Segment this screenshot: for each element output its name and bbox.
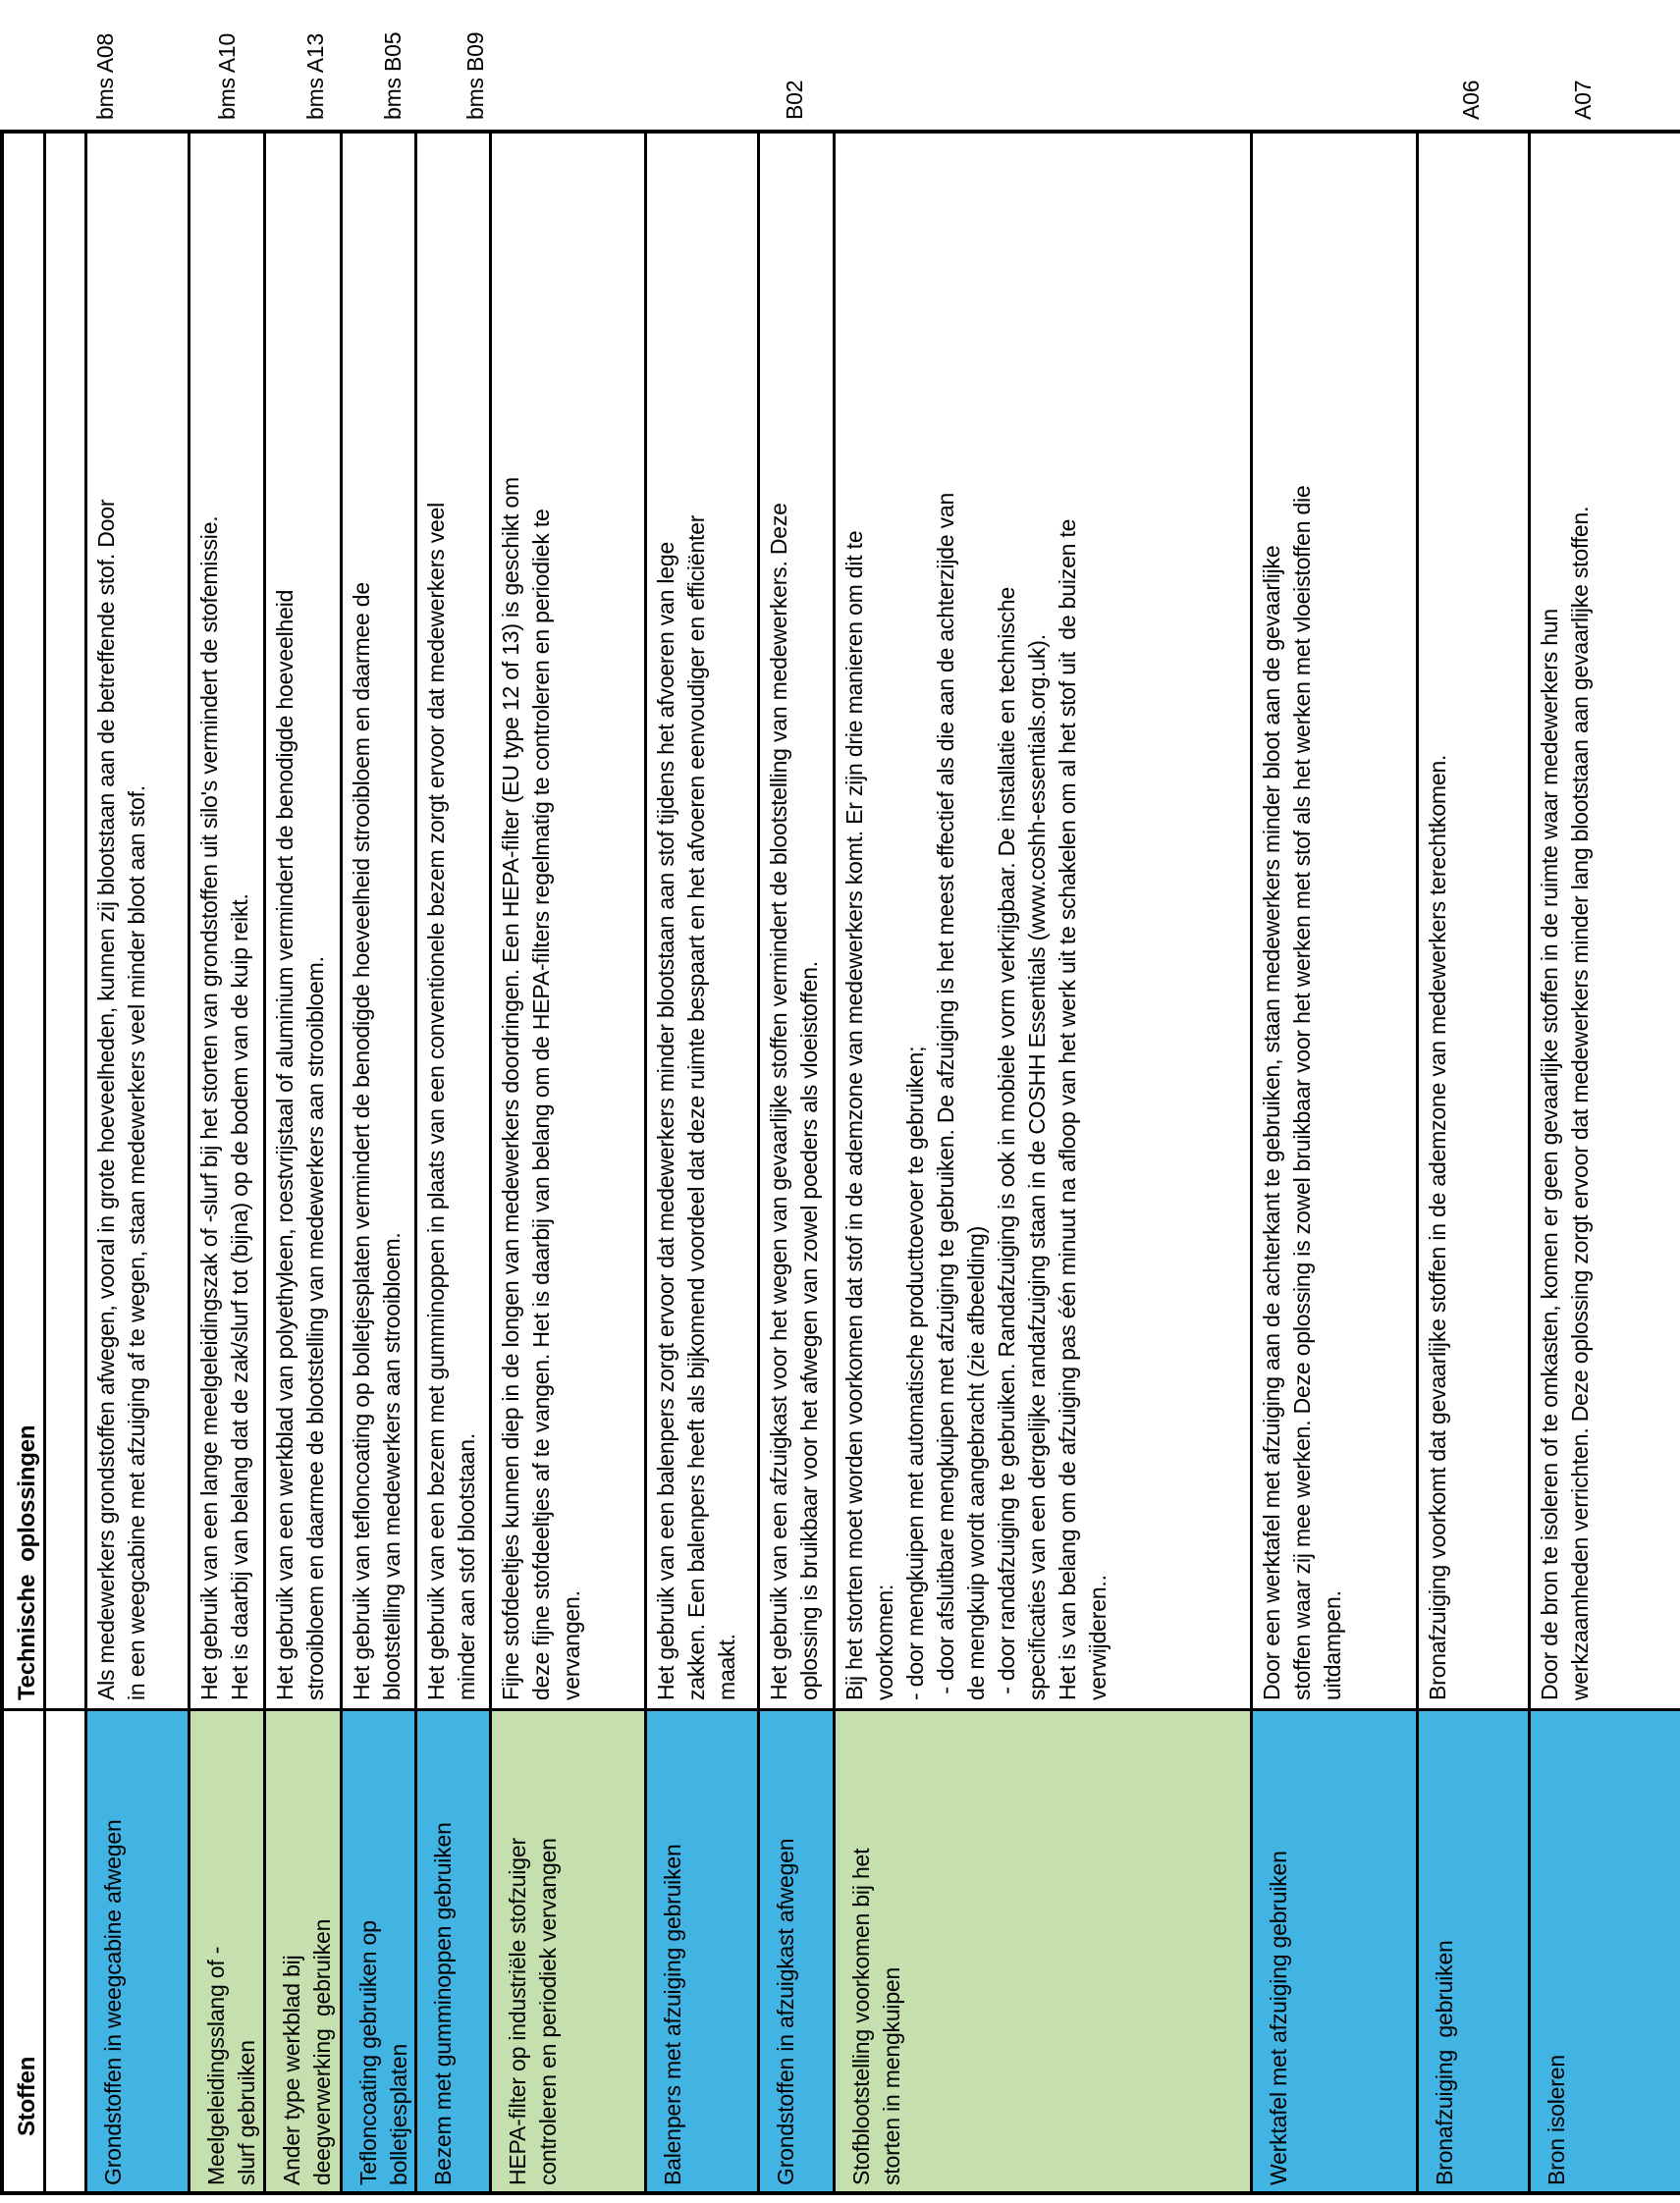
row-solution-line: Het gebruik van een lange meelgeleidingszak of -slurf bij het storten van grondstoffen uit silo's vermindert de stofemissie.	[196, 515, 222, 1700]
table-row	[190, 134, 266, 2191]
row-code-label: bms A10	[214, 32, 240, 120]
row-title-line: Tefloncoating gebruiken op	[355, 1920, 381, 2185]
row-title-line: controleren en periodiek vervangen	[535, 1838, 561, 2185]
table-row	[1531, 134, 1680, 2191]
row-title-cell	[760, 1708, 833, 2191]
row-solution-line: Bronafzuiging voorkomt dat gevaarlijke stoffen in de ademzone van medewerkers terechtkomen.	[1425, 754, 1450, 1700]
empty-title-cell	[46, 1708, 84, 2191]
row-title-line: Werktafel met afzuiging gebruiken	[1266, 1851, 1291, 2185]
row-solution-line: blootstelling van medewerkers aan strooibloem.	[379, 1232, 405, 1700]
empty-spacer-row	[46, 134, 87, 2191]
row-solution-line: oplossing is bruikbaar voor het afwegen van zowel poeders als vloeistoffen.	[796, 961, 822, 1700]
row-solution-cell	[760, 134, 833, 1708]
row-title-cell	[190, 1708, 263, 2191]
table-row	[1419, 134, 1531, 2191]
row-solution-line: voorkomen:	[872, 1584, 897, 1700]
row-solution-line: deze fijne stofdeeltjes af te vangen. Het is daarbij van belang om de HEPA-filters regelmatig te controleren en periodiek te	[528, 509, 554, 1700]
row-solution-line: de mengkuip wordt aangebracht (zie afbeelding)	[963, 1225, 989, 1700]
row-solution-line: specificaties van een dergelijke randafzuiging staan in de COSHH Essentials (www.coshh-essentials.org.uk).	[1024, 634, 1050, 1700]
row-title-line: Meelgeleidingsslang of -	[203, 1946, 229, 2185]
header-label: Technische oplossingen	[14, 1424, 40, 1700]
column-header-stoffen	[4, 1708, 43, 2191]
row-title-line: Grondstoffen in weegcabine afwegen	[100, 1819, 126, 2185]
row-solution-line: - door mengkuipen met automatische producttoevoer te gebruiken;	[902, 1046, 928, 1700]
row-solution-line: Het gebruik van tefloncoating op bolletjesplaten vermindert de benodigde hoeveelheid strooibloem en daarmee de	[349, 582, 374, 1700]
solutions-table	[0, 130, 1680, 2195]
row-title-line: bolletjesplaten	[386, 2043, 411, 2185]
row-title-line: Grondstoffen in afzuigkast afwegen	[773, 1838, 798, 2185]
table-header-row	[4, 134, 46, 2191]
row-code-label: bms A13	[302, 32, 328, 120]
row-title-cell	[647, 1708, 757, 2191]
row-title-line: Stofblootstelling voorkomen bij het	[848, 1848, 874, 2185]
table-row	[266, 134, 343, 2191]
row-solution-line: Het is daarbij van belang dat de zak/slurf tot (bijna) op de bodem van de kuip reikt.	[227, 893, 252, 1700]
row-solution-line: strooibloem en daarmee de blootstelling van medewerkers aan strooibloem.	[302, 956, 328, 1700]
row-code-label: B02	[782, 80, 807, 120]
table-row	[836, 134, 1253, 2191]
row-title-cell	[1253, 1708, 1416, 2191]
row-solution-line: minder aan stof blootstaan.	[454, 1432, 479, 1700]
row-solution-line: Door een werktafel met afzuiging aan de achterkant te gebruiken, staan medewerkers minder bloot aan de gevaarlijke	[1259, 545, 1284, 1700]
row-title-line: slurf gebruiken	[234, 2040, 259, 2185]
table-row	[760, 134, 836, 2191]
row-solution-cell	[190, 134, 263, 1708]
row-title-cell	[343, 1708, 414, 2191]
row-solution-line: - door randafzuiging te gebruiken. Randafzuiging is ook in mobiele vorm verkrijgbaar. De installatie en technische	[994, 586, 1019, 1700]
row-solution-line: maakt.	[714, 1634, 739, 1700]
row-solution-cell	[492, 134, 644, 1708]
row-solution-line: werkzaamheden verrichten. Deze oplossing zorgt ervoor dat medewerkers minder lang blootstaan aan gevaarlijke stoffen.	[1567, 506, 1593, 1700]
row-solution-line: Fijne stofdeeltjes kunnen diep in de longen van medewerkers doordringen. Een HEPA-filter (EU type 12 of 13) is geschikt om	[498, 477, 523, 1700]
table-row	[343, 134, 417, 2191]
row-title-line: Balenpers met afzuiging gebruiken	[660, 1844, 685, 2185]
row-solution-line: uitdampen.	[1320, 1590, 1345, 1700]
row-code-label: A07	[1570, 80, 1596, 120]
row-solution-line: Het is van belang om de afzuiging pas één minuut na afloop van het werk uit te schakelen om al het stof uit de buizen te	[1055, 518, 1080, 1700]
row-code-gutter	[0, 0, 1680, 130]
row-solution-cell	[1253, 134, 1416, 1708]
row-title-line: Bezem met gumminoppen gebruiken	[430, 1822, 456, 2185]
row-title-cell	[1531, 1708, 1680, 2191]
row-solution-line: verwijderen..	[1085, 1575, 1111, 1700]
row-title-cell	[836, 1708, 1250, 2191]
row-solution-line: Het gebruik van een bezem met gumminoppen in plaats van een conventionele bezem zorgt ervoor dat medewerkers veel	[423, 502, 449, 1700]
row-code-label: bms A08	[92, 32, 118, 120]
row-title-line: Bronafzuiging gebruiken	[1432, 1940, 1457, 2185]
row-title-cell	[492, 1708, 644, 2191]
row-title-line: Ander type werkblad bij	[279, 1955, 304, 2185]
row-solution-cell	[343, 134, 414, 1708]
header-label: Stoffen	[14, 2056, 40, 2136]
empty-body-cell	[46, 134, 84, 1708]
row-solution-line: - door afsluitbare mengkuipen met afzuiging te gebruiken. De afzuiging is het meest effectief als die aan de achterzijde van	[933, 492, 958, 1700]
row-solution-line: zakken. Een balenpers heeft als bijkomend voordeel dat deze ruimte bespaart en het afvoeren eenvoudiger en efficiënter	[683, 514, 709, 1700]
row-solution-cell	[417, 134, 489, 1708]
row-solution-line: Het gebruik van een afzuigkast voor het wegen van gevaarlijke stoffen vermindert de blootstelling van medewerkers. Deze	[766, 503, 791, 1700]
row-solution-cell	[87, 134, 188, 1708]
column-header-technische-oplossingen	[4, 134, 43, 1708]
row-solution-cell	[647, 134, 757, 1708]
row-solution-line: Het gebruik van een balenpers zorgt ervoor dat medewerkers minder blootstaan aan stof tijdens het afvoeren van lege	[653, 541, 678, 1700]
row-title-line: storten in mengkuipen	[879, 1966, 904, 2185]
row-solution-cell	[1419, 134, 1528, 1708]
row-title-cell	[417, 1708, 489, 2191]
row-code-label: bms B09	[462, 31, 488, 120]
row-solution-line: stoffen waar zij mee werken. Deze oplossing is zowel bruikbaar voor het werken met stof als het werken met vloeistoffen die	[1289, 485, 1315, 1700]
row-code-label: A06	[1458, 80, 1484, 120]
row-solution-cell	[266, 134, 340, 1708]
row-solution-line: vervangen.	[559, 1590, 584, 1700]
table-row	[1253, 134, 1419, 2191]
row-title-line: Bron isoleren	[1544, 2055, 1569, 2185]
row-solution-line: in een weegcabine met afzuiging af te wegen, staan medewerkers veel minder bloot aan stof.	[124, 785, 149, 1700]
row-solution-line: Het gebruik van een werkblad van polyethyleen, roestvrijstaal of aluminium vermindert de benodigde hoeveelheid	[272, 589, 298, 1700]
row-title-cell	[1419, 1708, 1528, 2191]
row-solution-line: Door de bron te isoleren of te omkasten, komen er geen gevaarlijke stoffen in de ruimte waar medewerkers hun	[1537, 609, 1562, 1700]
table-row	[87, 134, 190, 2191]
row-code-label: bms B05	[380, 31, 406, 120]
row-title-line: HEPA-filter op industriële stofzuiger	[505, 1838, 530, 2185]
row-solution-cell	[1531, 134, 1680, 1708]
row-solution-cell	[836, 134, 1250, 1708]
row-title-cell	[266, 1708, 340, 2191]
table-row	[417, 134, 492, 2191]
row-title-cell	[87, 1708, 188, 2191]
row-title-line: deegverwerking gebruiken	[309, 1918, 335, 2185]
row-solution-line: Bij het storten moet worden voorkomen dat stof in de ademzone van medewerkers komt. Er zijn drie manieren om dit te	[841, 530, 867, 1700]
row-solution-line: Als medewerkers grondstoffen afwegen, vooral in grote hoeveelheden, kunnen zij blootstaan aan de betreffende stof. Door	[93, 499, 119, 1700]
table-row	[647, 134, 760, 2191]
table-row	[492, 134, 647, 2191]
